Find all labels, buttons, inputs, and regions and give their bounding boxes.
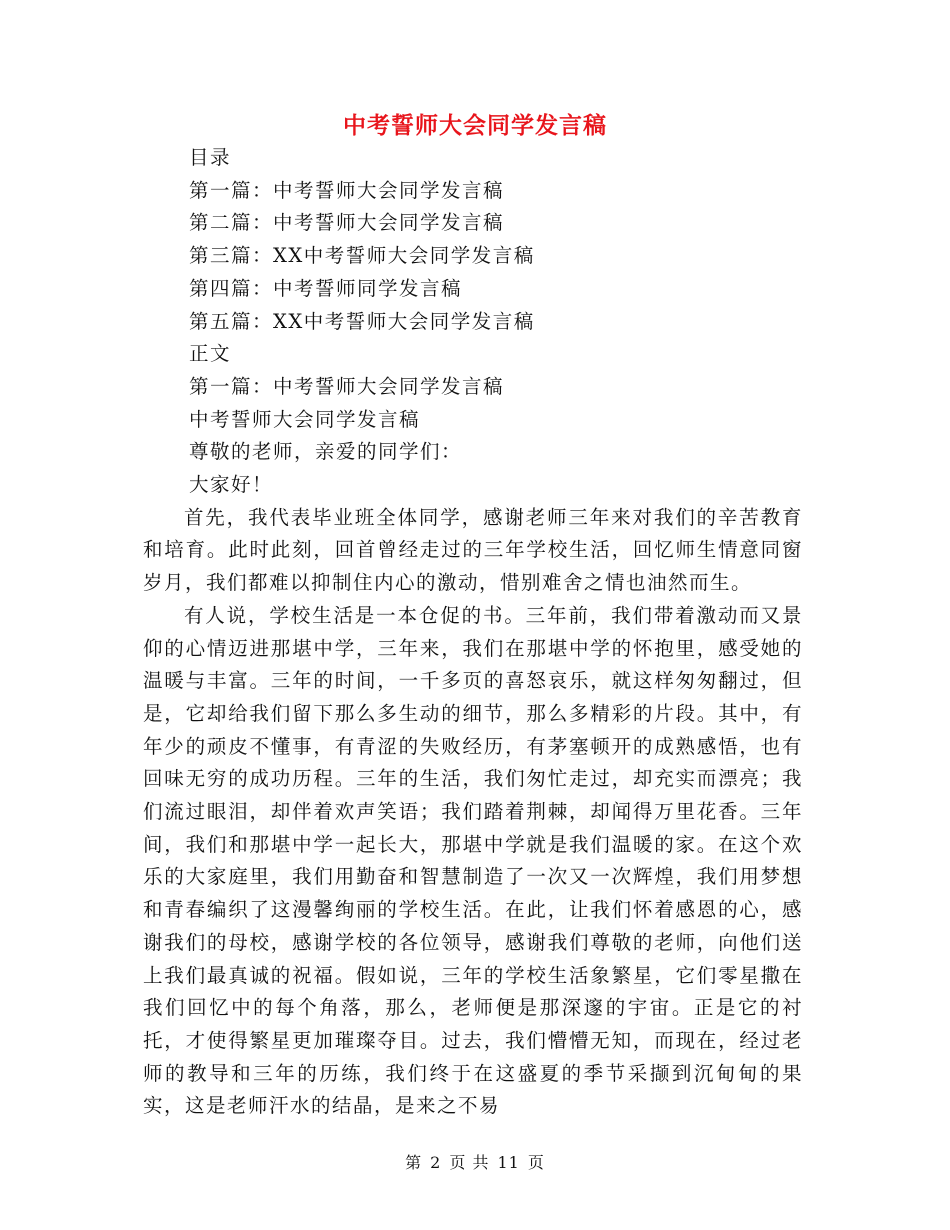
page-footer (0, 1150, 950, 1173)
greeting: 大家好！ (189, 473, 274, 497)
document-content (143, 142, 803, 1123)
footer-suffix: 页 (527, 1153, 545, 1172)
document-title: 中考誓师大会同学发言稿 (343, 112, 607, 139)
toc-item: 第一篇：中考誓师大会同学发言稿 (189, 178, 505, 202)
body-paragraph: 首先，我代表毕业班全体同学，感谢老师三年来对我们的辛苦教育和培育。此时此刻，回首曾经走过的三年学校生活，回忆师生情意同窗岁月，我们都难以抑制住内心的激动，惜别难舍之情也油然而生。 (143, 505, 803, 595)
total-pages-number: 11 (497, 1153, 520, 1172)
current-page-number: 2 (430, 1153, 442, 1172)
body-paragraph: 有人说，学校生活是一本仓促的书。三年前，我们带着激动而又景仰的心情迈进那堪中学，三年来，我们在那堪中学的怀抱里，感受她的温暖与丰富。三年的时间，一千多页的喜怒哀乐，就这样匆匆翻过，但是，它却给我们留下那么多生动的细节，那么多精彩的片段。其中，有年少的顽皮不懂事，有青涩的失败经历，有茅塞顿开的成熟感悟，也有回味无穷的成功历程。三年的生活，我们匆忙走过，却充实而漂亮；我们流过眼泪，却伴着欢声笑语；我们踏着荆棘，却闻得万里花香。三年间，我们和那堪中学一起长大，那堪中学就是我们温暖的家。在这个欢乐的大家庭里，我们用勤奋和智慧制造了一次又一次辉煌，我们用梦想和青春编织了这漫馨绚丽的学校生活。在此，让我们怀着感恩的心，感谢我们的母校，感谢学校的各位领导，感谢我们尊敬的老师，向他们送上我们最真诚的祝福。假如说，三年的学校生活象繁星，它们零星撒在我们回忆中的每个角落，那么，老师便是那深邃的宇宙。正是它的衬托，才使得繁星更加璀璨夺目。过去，我们懵懵无知，而现在，经过老师的教导和三年的历练，我们终于在这盛夏的季节采撷到沉甸甸的果实，这是老师汗水的结晶，是来之不易 (143, 603, 803, 1118)
section-title: 第一篇：中考誓师大会同学发言稿 (189, 374, 505, 398)
toc-item: 第五篇：XX中考誓师大会同学发言稿 (189, 309, 535, 333)
toc-item: 第二篇：中考誓师大会同学发言稿 (189, 211, 505, 235)
footer-prefix: 第 (405, 1153, 423, 1172)
body-heading: 正文 (189, 342, 232, 366)
toc-heading: 目录 (189, 146, 232, 169)
toc-item: 第四篇：中考誓师同学发言稿 (189, 276, 463, 300)
salutation: 尊敬的老师，亲爱的同学们： (189, 440, 463, 464)
toc-item: 第三篇：XX中考誓师大会同学发言稿 (189, 244, 535, 268)
footer-middle: 页 共 (449, 1153, 490, 1172)
speech-title: 中考誓师大会同学发言稿 (189, 407, 421, 431)
